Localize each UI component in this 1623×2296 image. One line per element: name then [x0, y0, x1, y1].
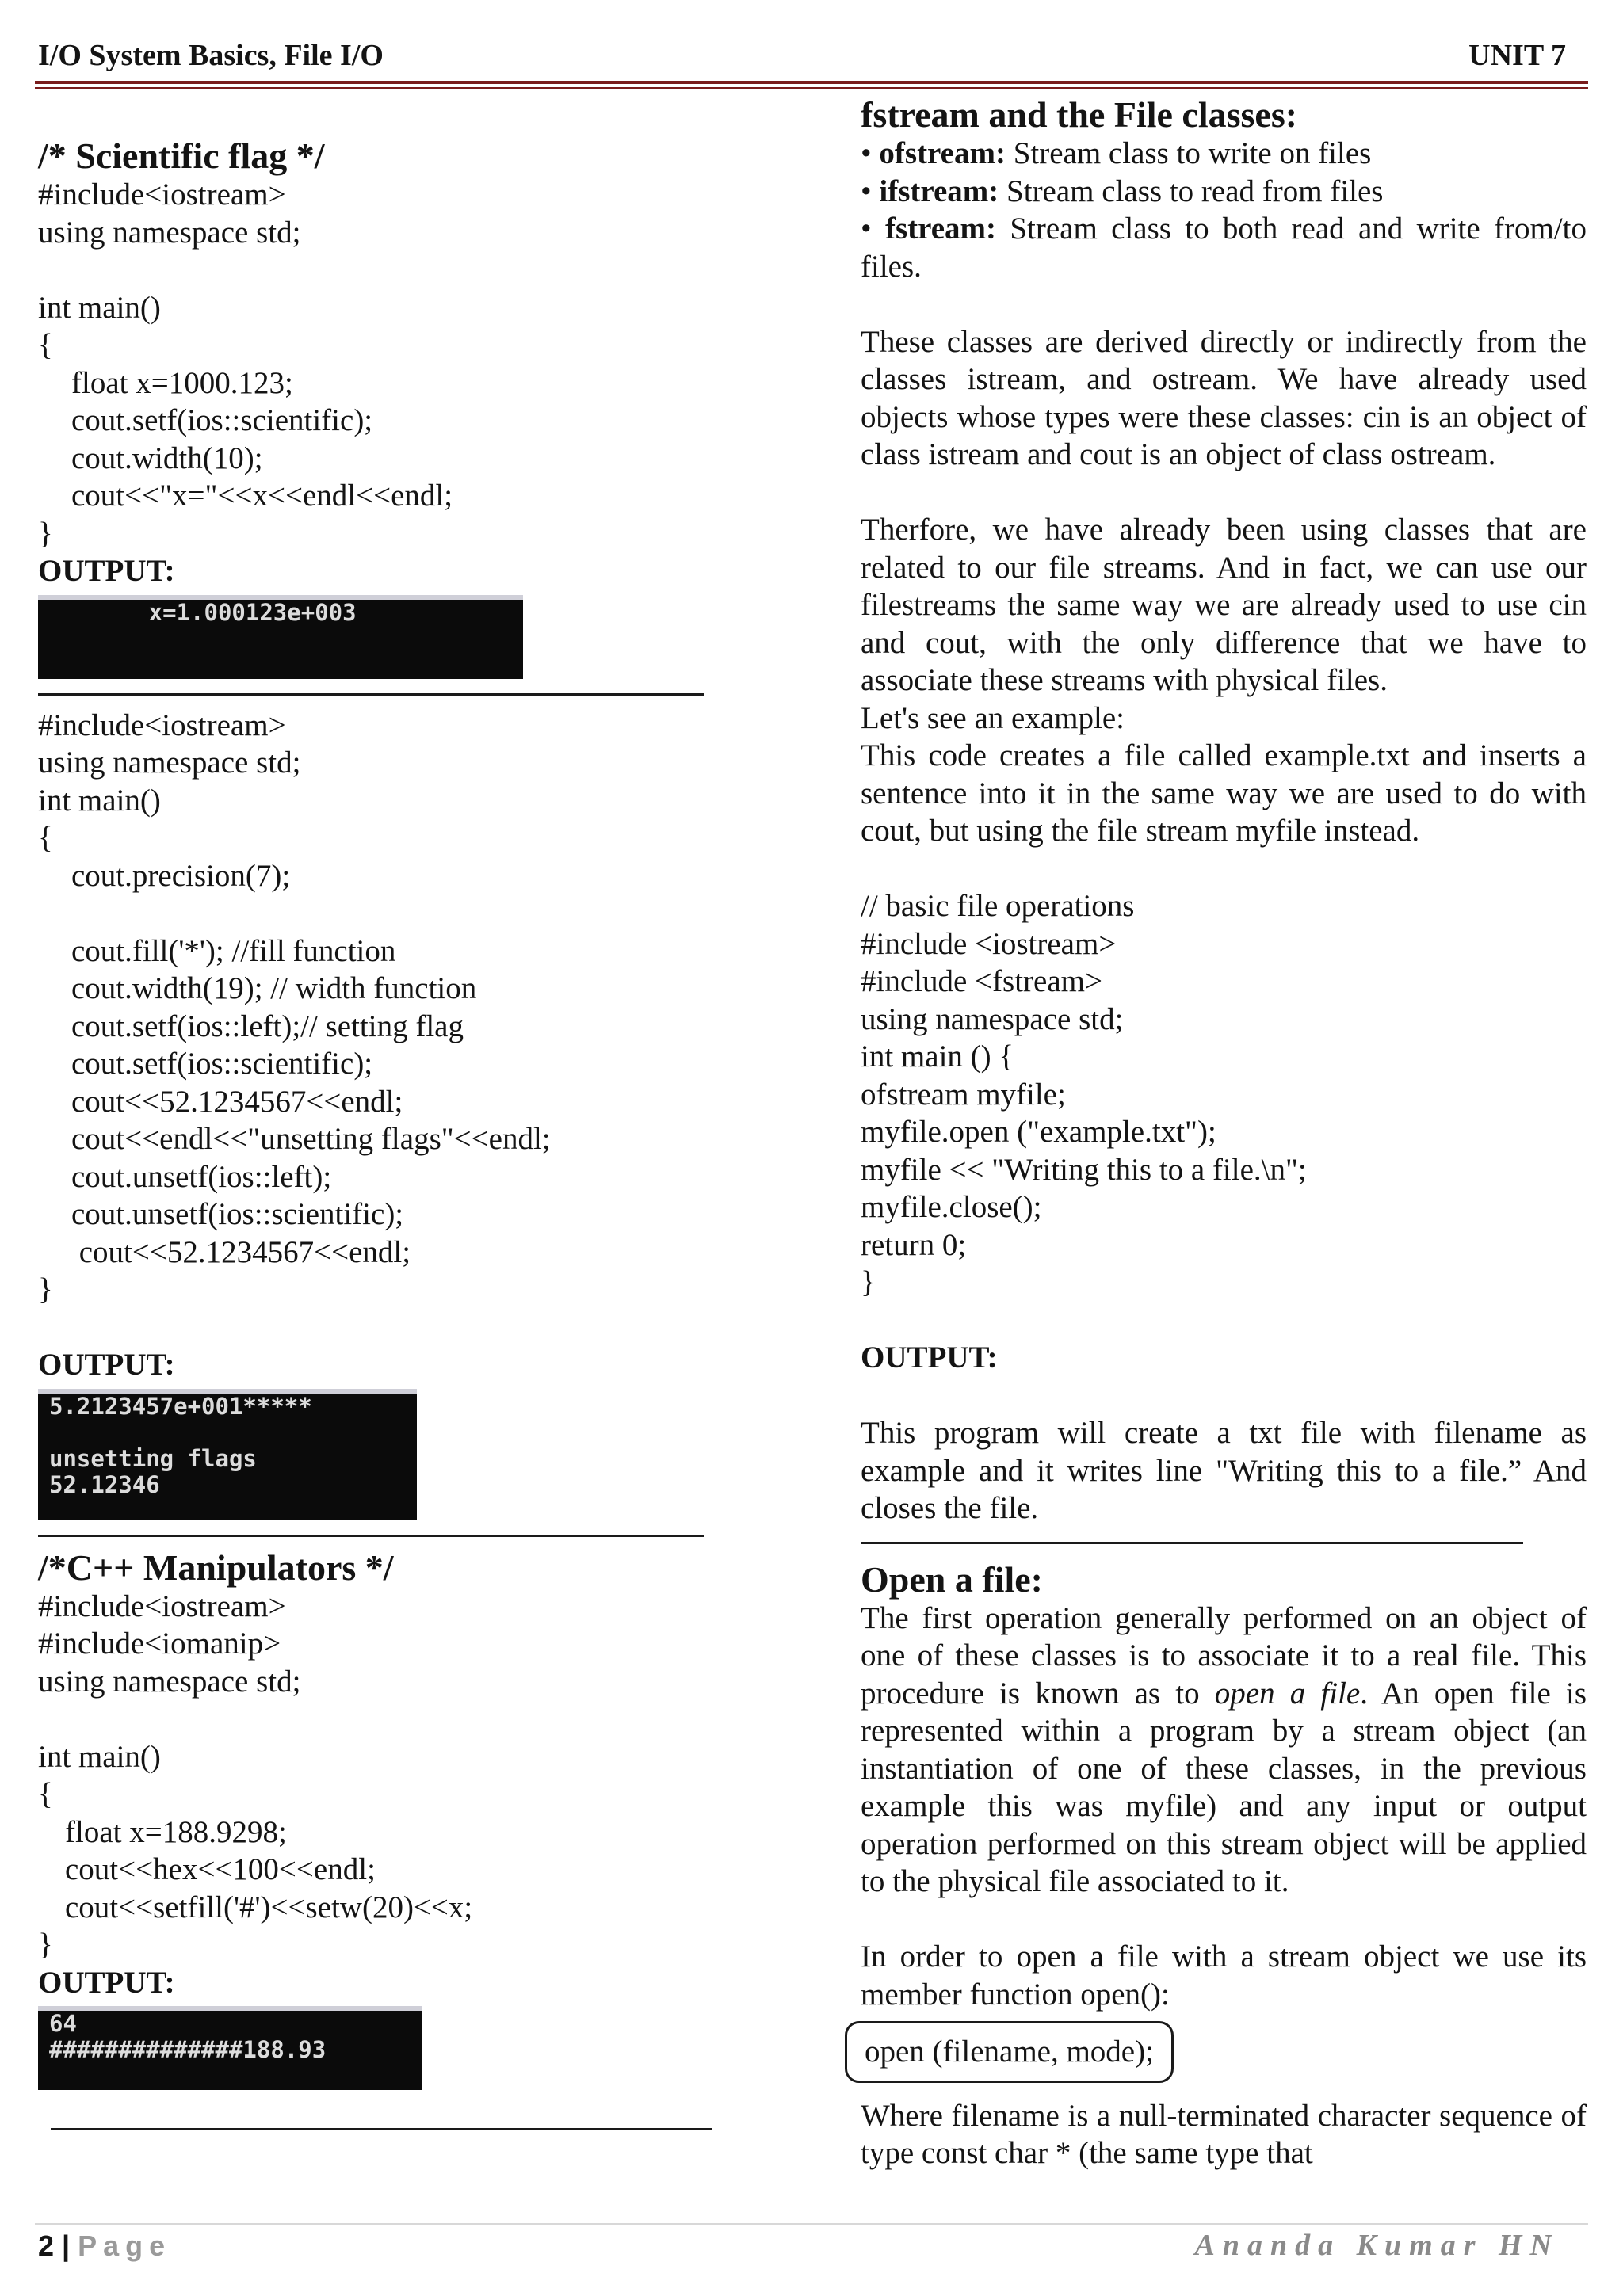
header-rule-thin — [35, 87, 1588, 89]
header-rule — [35, 81, 1588, 84]
paragraph-open-function: In order to open a file with a stream object we use its member function open(): — [861, 1939, 1587, 2012]
sec2-output-label: OUTPUT: — [38, 1348, 175, 1382]
bullet-ifstream: • ifstream: Stream class to read from files — [861, 174, 1384, 208]
sec1-console-output: x=1.000123e+003 — [38, 595, 523, 679]
code-line: using namespace std; — [38, 215, 301, 250]
code-line: ofstream myfile; — [861, 1077, 1066, 1112]
code-line: int main() — [38, 290, 161, 325]
sec1-close: } — [38, 516, 53, 551]
bullet-term: ifstream: — [879, 174, 999, 208]
scientific-flag-title: /* Scientific flag */ — [38, 135, 325, 176]
file-ops-output-label: OUTPUT: — [861, 1341, 998, 1375]
code-line: return 0; — [861, 1227, 967, 1262]
code-line — [38, 894, 720, 933]
code-line: myfile.close(); — [861, 1190, 1042, 1224]
bullet-term: ofstream: — [879, 136, 1006, 170]
code-line: int main() — [38, 783, 161, 818]
code-line: using namespace std; — [861, 1001, 1124, 1036]
page-number: 2 | Page — [38, 2229, 172, 2262]
code-line: cout.setf(ios::left);// setting flag — [71, 1009, 464, 1043]
separator-right — [861, 1542, 1523, 1544]
sec1-output-label: OUTPUT: — [38, 554, 175, 588]
code-line: using namespace std; — [38, 746, 301, 780]
sec2-console-output: 5.2123457e+001***** unsetting flags 52.12346 — [38, 1389, 417, 1520]
paragraph-open-file: The first operation generally performed on an object of one of these classes is to associate it to a real file. This procedure is known as to open a file. An open file is represented within a program by a stream object (an instantiation of one of these classes, in the previous example this was myfile) and any input or output operation performed on this stream object will be applied to the physical file associated to it. — [861, 1600, 1587, 1898]
sec3-close: } — [38, 1928, 53, 1962]
sec2-close: } — [38, 1272, 53, 1306]
code-line: float x=1000.123; — [71, 365, 293, 400]
code-line: cout.unsetf(ios::left); — [71, 1159, 332, 1194]
paragraph-derived-classes: These classes are derived directly or indirectly from the classes istream, and ostream. We have already used objects whose types were these classes: cin is an object of class istream and cout is an object of class ostream. — [861, 324, 1587, 471]
code-line: } — [861, 1265, 876, 1299]
code-line: cout.setf(ios::scientific); — [71, 403, 373, 437]
code-line — [38, 1700, 720, 1738]
author-name: Ananda Kumar HN — [1194, 2229, 1560, 2262]
code-line: cout.width(10); — [71, 441, 263, 475]
sec2-code — [38, 707, 720, 857]
left-column — [38, 136, 720, 2142]
code-line: cout<<setfill('#')<<setw(20)<<x; — [65, 1890, 473, 1924]
code-line: cout.setf(ios::scientific); — [71, 1047, 373, 1081]
code-line: int main() — [38, 1739, 161, 1774]
code-line: #include<iostream> — [38, 707, 286, 742]
code-line: #include<iostream> — [38, 1589, 286, 1623]
bullet-term: fstream: — [884, 212, 997, 246]
code-line: cout<<endl<<"unsetting flags"<<endl; — [71, 1122, 551, 1156]
code-line: cout<<"x="<<x<<endl<<endl; — [71, 479, 453, 513]
paragraph-example-intro: Let's see an example: — [861, 700, 1125, 735]
code-line: cout.width(19); // width function — [71, 971, 477, 1005]
footer-rule — [35, 2223, 1588, 2225]
bullet-fstream: • fstream: Stream class to both read and write from/to files. — [861, 212, 1587, 284]
header-unit: UNIT 7 — [1468, 39, 1566, 72]
code-line: float x=188.9298; — [65, 1814, 287, 1849]
code-line: cout.fill('*'); //fill function — [71, 933, 396, 968]
code-line: // basic file operations — [861, 889, 1135, 923]
code-line: myfile.open ("example.txt"); — [861, 1115, 1216, 1149]
sec2-body — [38, 857, 720, 1272]
sec3-code — [38, 1588, 720, 1814]
sec3-body — [38, 1814, 720, 1927]
code-line: { — [38, 328, 53, 362]
sec3-output-label: OUTPUT: — [38, 1965, 175, 2000]
sec1-code — [38, 176, 720, 364]
header-title: I/O System Basics, File I/O — [38, 39, 384, 72]
separator-1 — [38, 693, 704, 696]
code-line: #include <iostream> — [861, 926, 1117, 961]
file-ops-output-text: This program will create a txt file with filename as example and it writes line "Writing this to a file.” And closes the file. — [861, 1416, 1587, 1525]
code-line: { — [38, 1777, 53, 1811]
code-line: cout<<52.1234567<<endl; — [71, 1234, 411, 1269]
open-file-title: Open a file: — [861, 1558, 1043, 1600]
emphasis-open-a-file: open a file — [1214, 1676, 1361, 1711]
paragraph-filename: Where filename is a null-terminated character sequence of type const char * (the same type that — [861, 2098, 1587, 2170]
paragraph-example-desc: This code creates a file called example.txt and inserts a sentence into it in the same way we are used to do with cout, but using the file stream myfile instead. — [861, 738, 1587, 848]
code-line: #include<iomanip> — [38, 1627, 281, 1661]
sec1-body — [38, 364, 720, 515]
manipulators-title: /*C++ Manipulators */ — [38, 1547, 394, 1588]
code-line: #include<iostream> — [38, 177, 286, 212]
separator-3 — [51, 2128, 712, 2130]
bullet-ofstream: • ofstream: Stream class to write on files — [861, 136, 1372, 170]
code-line: cout.precision(7); — [71, 858, 291, 893]
code-line — [38, 251, 720, 289]
code-line: #include <fstream> — [861, 964, 1102, 998]
file-ops-code — [861, 887, 1587, 1302]
code-line: cout.unsetf(ios::scientific); — [71, 1197, 404, 1231]
code-line: { — [38, 821, 53, 855]
code-line: myfile << "Writing this to a file.\n"; — [861, 1152, 1307, 1187]
code-line: cout<<52.1234567<<endl; — [71, 1084, 403, 1119]
sec3-console-output: 64 ##############188.93 — [38, 2006, 422, 2090]
open-syntax-box: open (filename, mode); — [845, 2021, 1174, 2083]
separator-2 — [38, 1535, 704, 1537]
code-line: cout<<hex<<100<<endl; — [65, 1852, 376, 1886]
right-column — [861, 95, 1587, 2172]
paragraph-filestreams: Therfore, we have already been using classes that are related to our file streams. And in fact, we can use our filestreams the same way we are already used to use cin and cout, with the only difference that we have to associate these streams with physical files. — [861, 513, 1587, 697]
fstream-title: fstream and the File classes: — [861, 94, 1298, 135]
code-line: int main () { — [861, 1039, 1014, 1074]
code-line: using namespace std; — [38, 1664, 301, 1699]
